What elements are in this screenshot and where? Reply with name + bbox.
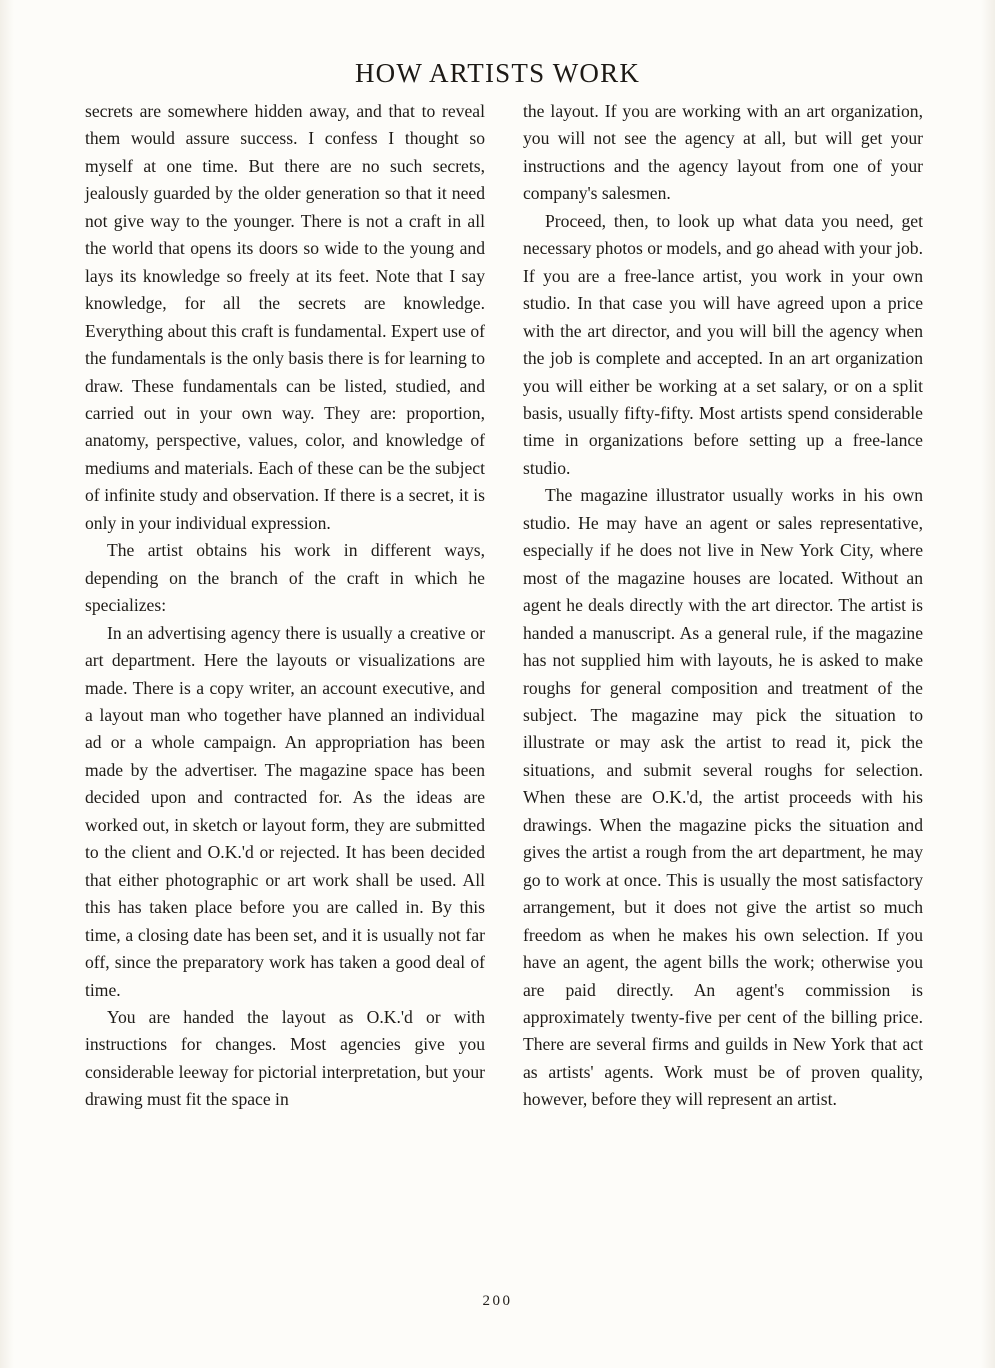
paragraph: In an advertising agency there is usually a creative or art department. Here the layouts or visualizations are made. There is a copy writer, an account executive, and a layout man who together have planned an individual ad or a whole campaign. An appropriation has been made by the advertiser. The magazine space has been decided upon and contracted for. As the ideas are worked out, in sketch or layout form, they are submitted to the client and O.K.'d or rejected. It has been decided that either photographic or art work shall be used. All this has taken place before you are called in. By this time, a closing date has been set, and it is usually not far off, since the preparatory work has taken a good deal of time. <box>85 622 485 1000</box>
paragraph: The magazine illustrator usually works in his own studio. He may have an agent or sales representative, especially if he does not live in New York City, where most of the magazine houses are located. Without an agent he deals directly with the art director. The artist is handed a manuscript. As a general rule, if the magazine has not supplied him with layouts, he is asked to make roughs for general composition and treatment of the subject. The magazine may pick the situation to illustrate or may ask the artist to read it, pick the situations, and submit several roughs for selection. When these are O.K.'d, the artist proceeds with his drawings. When the magazine picks the situation and gives the artist a rough from the art department, he may go to work at once. This is usually the most satisfactory arrangement, but it does not give the artist so much freedom as when he makes his own selection. If you have an agent, the agent bills the work; otherwise you are paid directly. An agent's commission is approximately twenty-five per cent of the billing price. There are several firms and guilds in New York that act as artists' agents. Work must be of proven quality, however, before they will represent an artist. <box>523 485 923 1110</box>
page-edge-left <box>0 0 14 1368</box>
page-number: 200 <box>482 1293 513 1309</box>
text-columns <box>85 98 923 1278</box>
page-edge-right <box>981 0 995 1368</box>
paragraph: Proceed, then, to look up what data you need, get necessary photos or models, and go ahead with your job. If you are a free-lance artist, you work in your own studio. In that case you will have agreed upon a price with the art director, and you will bill the agency when the job is complete and accepted. In an art organization you will either be working at a set salary, or on a split basis, usually fifty-fifty. Most artists spend considerable time in organizations before setting up a free-lance studio. <box>523 210 923 478</box>
paragraph: the layout. If you are working with an art organization, you will not see the agency at all, but will get your instructions and the agency layout from one of your company's salesmen. <box>523 101 923 204</box>
paragraph: secrets are somewhere hidden away, and that to reveal them would assure success. I confess I thought so myself at one time. But there are no such secrets, jealously guarded by the older generation so that it need not give way to the younger. There is not a craft in all the world that opens its doors so wide to the young and lays its knowledge so freely at its feet. Note that I say knowledge, for all the secrets are knowledge. Everything about this craft is fundamental. Expert use of the fundamentals is the only basis there is for learning to draw. These fundamentals can be listed, studied, and carried out in your own way. They are: proportion, anatomy, perspective, values, color, and knowledge of mediums and materials. Each of these can be the subject of infinite study and observation. If there is a secret, it is only in your individual expression. <box>85 101 485 533</box>
paragraph: You are handed the layout as O.K.'d or with instructions for changes. Most agencies give you considerable leeway for pictorial interpretation, but your drawing must fit the space in <box>85 1006 485 1110</box>
left-column <box>85 98 485 1278</box>
right-column <box>523 98 923 1278</box>
running-head: HOW ARTISTS WORK <box>354 58 641 88</box>
paragraph: The artist obtains his work in different ways, depending on the branch of the craft in which he specializes: <box>85 540 485 616</box>
